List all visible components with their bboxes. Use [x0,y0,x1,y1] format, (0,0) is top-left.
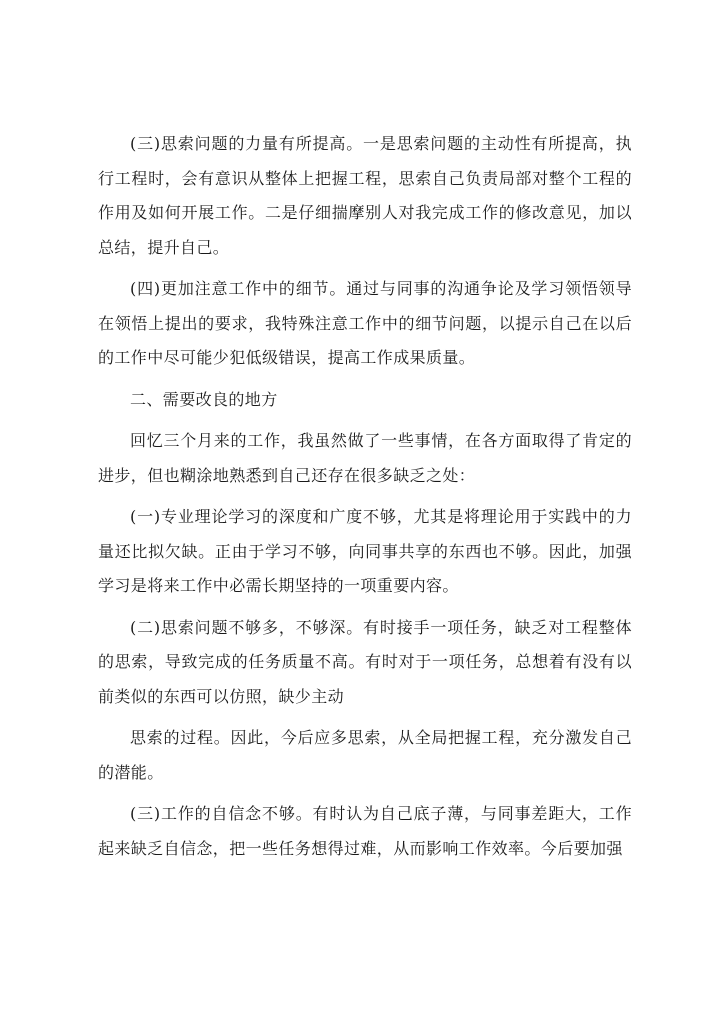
document-body [98,127,632,873]
paragraph-self-confidence: (三)工作的自信念不够。有时认为自己底子薄，与同事差距大，工作起来缺乏自信念，把一些任务想得过难，从而影响工作效率。今后要加强 [98,804,632,858]
paragraph-thinking-process: 思索的过程。因此，今后应多思索，从全局把握工程，充分激发自己的潜能。 [98,728,632,782]
paragraph-theory-study: (一)专业理论学习的深度和广度不够，尤其是将理论用于实践中的力量还比拟欠缺。正由于学习不够，向同事共享的东西也不够。因此，加强学习是将来工作中必需长期坚持的一项重要内容。 [98,507,632,595]
paragraph-attention-to-detail: (四)更加注意工作中的细节。通过与同事的沟通争论及学习领悟领导在领悟上提出的要求，我特殊注意工作中的细节问题，以提示自己在以后的工作中尽可能少犯低级错误，提高工作成果质量。 [98,279,632,367]
paragraph-review-intro: 回忆三个月来的工作，我虽然做了一些事情，在各方面取得了肯定的进步，但也糊涂地熟悉到自己还存在很多缺乏之处： [98,431,632,485]
paragraph-insufficient-thinking: (二)思索问题不够多，不够深。有时接手一项任务，缺乏对工程整体的思索，导致完成的任务质量不高。有时对于一项任务，总想着有没有以前类似的东西可以仿照，缺少主动 [98,617,632,706]
paragraph-thinking-ability: (三)思索问题的力量有所提高。一是思索问题的主动性有所提高，执行工程时，会有意识从整体上把握工程，思索自己负责局部对整个工程的作用及如何开展工作。二是仔细揣摩别人对我完成工作的修改意见，加以总结，提升自己。 [98,134,632,257]
section-heading-improvements: 二、需要改良的地方 [130,389,278,409]
